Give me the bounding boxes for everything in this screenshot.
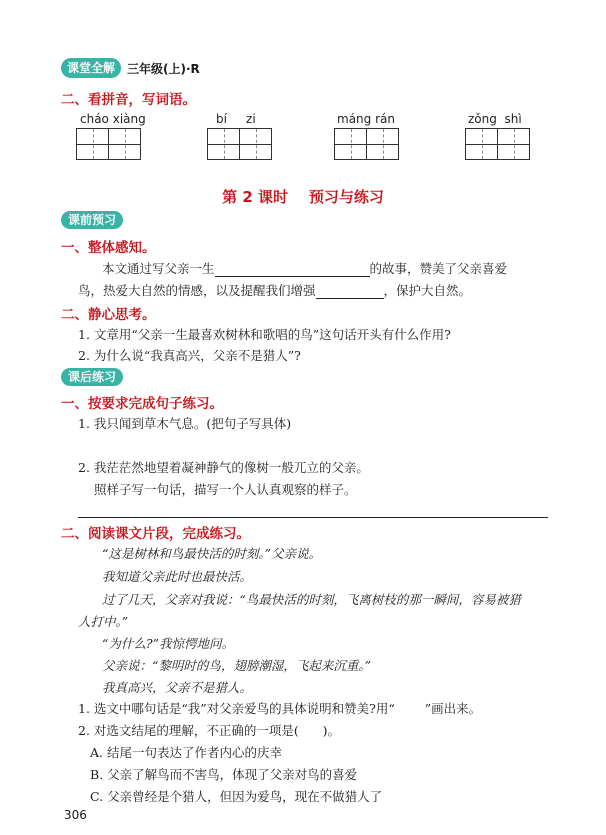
passage-line: 过了几天，父亲对我说：“鸟最快活的时刻，飞离树枝的那一瞬间，容易被猎 (102, 592, 521, 607)
question: 1. 文章用“父亲一生最喜欢树林和歌唱的鸟”这句话开头有什么作用? (78, 327, 451, 342)
passage-line: 我知道父亲此时也最快活。 (102, 569, 253, 584)
pinyin-label: bí zi (216, 112, 256, 126)
question: 2. 我茫茫然地望着凝神静气的像树一般兀立的父亲。 (78, 460, 369, 475)
answer-line[interactable] (78, 517, 548, 518)
passage-line: 我真高兴，父亲不是猎人。 (102, 680, 253, 695)
passage-line: “这是树林和鸟最快活的时刻。”父亲说。 (102, 546, 322, 561)
writing-grid[interactable] (334, 128, 398, 160)
writing-grid[interactable] (465, 128, 529, 160)
writing-cell[interactable] (207, 128, 240, 160)
writing-cell[interactable] (108, 128, 141, 160)
writing-cell[interactable] (76, 128, 109, 160)
question: 2. 对选文结尾的理解，不正确的一项是( )。 (78, 723, 340, 738)
passage-line: 人打中。” (78, 614, 129, 629)
option[interactable]: C. 父亲曾经是个猎人，但因为爱鸟，现在不做猎人了 (90, 789, 383, 804)
section-title: 一、整体感知。 (61, 240, 156, 256)
lesson-title: 第 2 课时 预习与练习 (222, 188, 384, 206)
practice-label: 课后练习 (61, 368, 123, 386)
header-badge: 课堂全解 (61, 58, 121, 78)
text-segment: 本文通过写父亲一生 (102, 261, 215, 276)
page-number: 306 (64, 808, 87, 822)
writing-cell[interactable] (465, 128, 498, 160)
passage-line: 父亲说：“黎明时的鸟，翅膀潮湿，飞起来沉重。” (102, 658, 372, 673)
pinyin-label: cháo xiàng (80, 112, 146, 126)
section-title: 一、按要求完成句子练习。 (61, 396, 223, 412)
text-line (102, 259, 507, 277)
writing-cell[interactable] (239, 128, 272, 160)
fill-blank[interactable] (215, 276, 370, 277)
text-segment: 的故事，赞美了父亲喜爱 (369, 261, 508, 276)
text-segment: 鸟，热爱大自然的情感，以及提醒我们增强 (78, 283, 316, 298)
text-segment: 1. 选文中哪句话是“我”对父亲爱鸟的具体说明和赞美?用“ (78, 701, 395, 716)
section-title: 二、静心思考。 (61, 307, 156, 323)
question: 2. 为什么说“我真高兴，父亲不是猎人”? (78, 348, 301, 363)
preview-label: 课前预习 (61, 211, 123, 229)
passage-line: “为什么?”我惊愕地问。 (102, 636, 234, 651)
pinyin-label: máng rán (337, 112, 395, 126)
option[interactable]: A. 结尾一句表达了作者内心的庆幸 (90, 745, 282, 760)
option[interactable]: B. 父亲了解鸟而不害鸟，体现了父亲对鸟的喜爱 (90, 767, 358, 782)
header-grade: 三年级(上)·R (127, 62, 200, 76)
section-title: 二、阅读课文片段，完成练习。 (61, 526, 250, 542)
text-segment: ，保护大自然。 (383, 283, 472, 298)
question-sub: 照样子写一句话，描写一个人认真观察的样子。 (94, 482, 357, 497)
pinyin-section-title: 二、看拼音，写词语。 (61, 92, 196, 108)
text-line (78, 281, 471, 299)
writing-cell[interactable] (366, 128, 399, 160)
writing-cell[interactable] (334, 128, 367, 160)
writing-grid[interactable] (76, 128, 140, 160)
fill-blank[interactable] (316, 298, 384, 299)
question: 1. 我只闻到草木气息。(把句子写具体) (78, 416, 292, 431)
question (78, 699, 481, 717)
pinyin-label: zǒng shì (468, 112, 522, 126)
writing-grid[interactable] (207, 128, 271, 160)
writing-cell[interactable] (497, 128, 530, 160)
text-segment: ”画出来。 (424, 701, 482, 716)
